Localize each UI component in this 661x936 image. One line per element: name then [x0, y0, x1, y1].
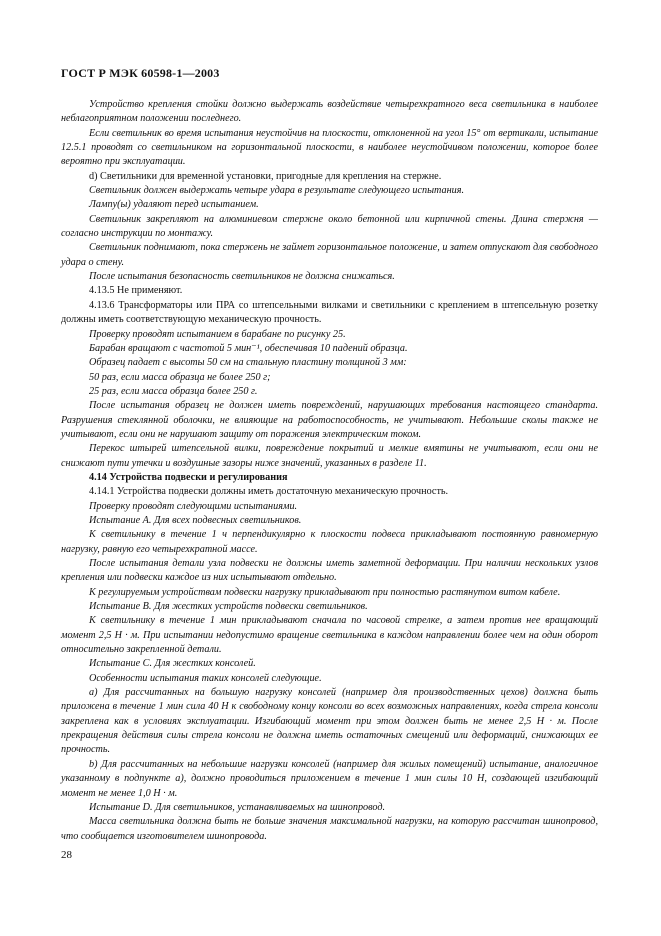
paragraph: d) Светильники для временной установки, пригодные для крепления на стержне.	[89, 170, 442, 182]
paragraph: 25 раз, если масса образца более 250 г.	[89, 385, 258, 397]
paragraph: Образец падает с высоты 50 см на стальную пластину толщиной 3 мм:	[89, 357, 407, 369]
paragraph: Если светильник во время испытания неустойчив на плоскости, отклоненной на угол 15° от вертикали, испытание 12.5.1 проводят со светильником на горизонтальной плоскости, в наиболее неустойчивом положении, которое более вероятно при эксплуатации.	[61, 127, 598, 168]
paragraph: Барабан вращают с частотой 5 мин⁻¹, обеспечивая 10 падений образца.	[89, 342, 408, 354]
paragraph: Испытание В. Для жестких устройств подвески светильников.	[89, 601, 368, 613]
paragraph: Светильник закрепляют на алюминиевом стержне около бетонной или кирпичной стены. Длина стержня — согласно инструкции по монтажу.	[61, 213, 598, 240]
paragraph: Устройство крепления стойки должно выдержать воздействие четырехкратного веса светильника в наиболее неблагоприятном положении последнего.	[61, 99, 598, 125]
paragraph: Светильник поднимают, пока стержень не займет горизонтальное положение, и затем отпускают для свободного удара о стену.	[61, 242, 598, 268]
paragraph: 4.13.5 Не применяют.	[89, 285, 183, 297]
paragraph: К светильнику в течение 1 мин прикладывают сначала по часовой стрелке, а затем против нее вращающий момент 2,5 Н · м. При испытании недопустимо вращение светильника в каждом направлении более чем на один оборот относительно закрепленной детали.	[61, 615, 598, 656]
paragraph: a) Для рассчитанных на большую нагрузку консолей (например для производственных цехов) должна быть приложена в течение 1 мин сила 40 Н к свободному концу консоли во всех возможных направлениях, когда стрела консоли закреплена как в условиях эксплуатации. Изгибающий момент при этом должен быть не менее 2,5 Н · м. После прекращения действия силы стрела консоли не должна иметь остаточных смещений или деформаций, снижающих ее прочность.	[61, 687, 598, 756]
page-header: ГОСТ Р МЭК 60598-1—2003	[61, 66, 220, 80]
paragraph: После испытания образец не должен иметь повреждений, нарушающих требования настоящего стандарта. Разрушения стеклянной оболочки, не влияющие на работоспособность, не учитывают. Небольшие сколы также не учитывают, если они не нарушают защиту от поражения электрическим током.	[61, 400, 598, 440]
page-body	[61, 98, 598, 844]
paragraph: После испытания безопасность светильников не должна снижаться.	[89, 271, 395, 283]
paragraph: 4.13.6 Трансформаторы или ПРА со штепсельными вилками и светильники с креплением в штепсельную розетку должны иметь соответствующую механическую прочность.	[61, 299, 598, 326]
paragraph: Испытание D. Для светильников, устанавливаемых на шинопровод.	[89, 801, 386, 813]
paragraph: После испытания детали узла подвески не должны иметь заметной деформации. При наличии нескольких узлов крепления или подвески каждое из них испытывают отдельно.	[61, 558, 598, 584]
paragraph: Проверку проводят испытанием в барабане по рисунку 25.	[89, 328, 346, 340]
paragraph: К светильнику в течение 1 ч перпендикулярно к плоскости подвеса прикладывают постоянную равномерную нагрузку, равную его четырехкратной массе.	[61, 529, 598, 555]
paragraph: b) Для рассчитанных на небольшие нагрузки консолей (например для жилых помещений) испытание, аналогичное указанному в подпункте a), должно проводиться приложением в течение 1 мин силы 10 Н, создающей изгибающий момент не менее 1,0 Н · м.	[61, 758, 598, 799]
paragraph: 50 раз, если масса образца не более 250 г;	[89, 371, 271, 383]
page-number: 28	[61, 849, 72, 861]
paragraph: К регулируемым устройствам подвески нагрузку прикладывают при полностью растянутом витом кабеле.	[89, 586, 561, 598]
paragraph: 4.14.1 Устройства подвески должны иметь достаточную механическую прочность.	[89, 486, 449, 498]
paragraph: Масса светильника должна быть не больше значения максимальной нагрузки, на которую рассчитан шинопровод, что сообщается изготовителем шинопровода.	[61, 816, 598, 842]
paragraph: Лампу(ы) удаляют перед испытанием.	[89, 199, 259, 211]
paragraph: Испытание А. Для всех подвесных светильников.	[89, 514, 302, 526]
paragraph: Испытание С. Для жестких консолей.	[89, 658, 256, 670]
paragraph: Особенности испытания таких консолей следующие.	[89, 672, 322, 684]
section-heading: 4.14 Устройства подвески и регулирования	[89, 471, 288, 483]
paragraph: Перекос штырей штепсельной вилки, повреждение покрытий и мелкие вмятины не учитывают, если они не снижают пути утечки и воздушные зазоры ниже значений, указанных в разделе 11.	[61, 443, 598, 469]
paragraph: Светильник должен выдержать четыре удара в результате следующего испытания.	[89, 185, 465, 197]
paragraph: Проверку проводят следующими испытаниями.	[89, 500, 298, 512]
